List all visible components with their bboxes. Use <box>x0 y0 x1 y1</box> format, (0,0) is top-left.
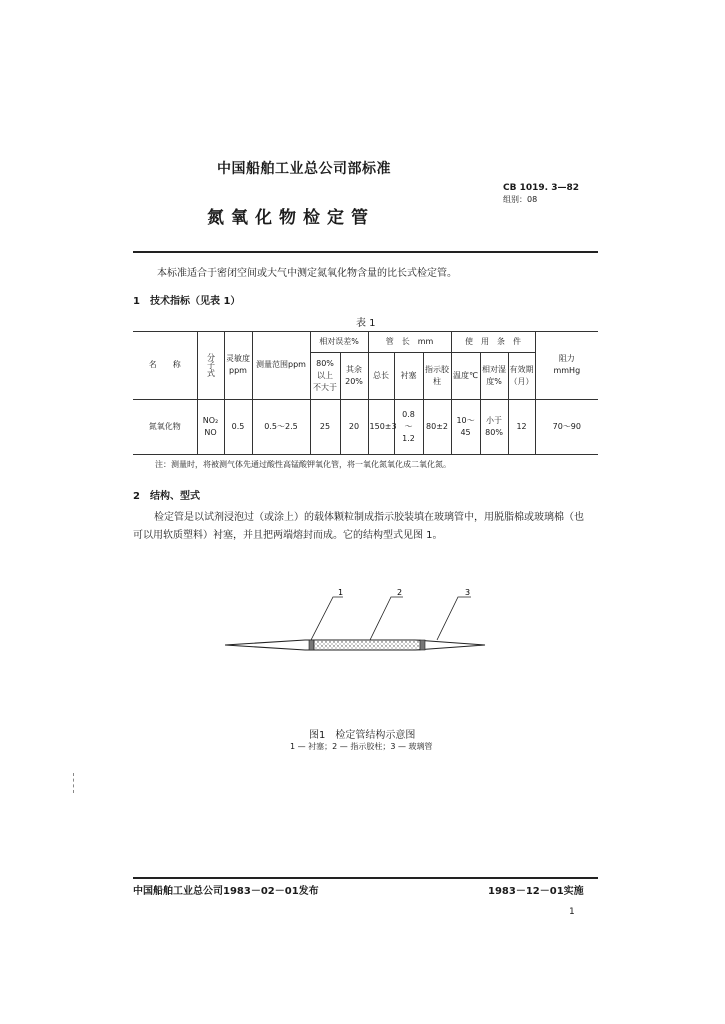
leader-line-1 <box>311 597 343 640</box>
indicator-gel-column <box>314 640 420 650</box>
section-1-heading: 1 技术指标（见表 1） <box>133 296 241 307</box>
section-2-paragraph-line2: 可以用软质塑料）衬塞，并且把两端熔封而成。它的结构型式见图 1。 <box>133 530 443 541</box>
table-caption: 表 1 <box>356 318 376 329</box>
th-error-rest-line1: 其余 <box>346 364 362 374</box>
spec-table <box>133 331 598 455</box>
cell-name: 氮氧化物 <box>133 399 197 454</box>
th-error-80 <box>310 353 340 399</box>
cell-plug-line2: ～ <box>404 421 413 431</box>
th-error-rest <box>340 353 368 399</box>
cell-resistance: 70～90 <box>535 399 598 454</box>
th-relative-error: 相对误差% <box>310 332 368 353</box>
cell-formula <box>197 399 224 454</box>
cell-humidity-line1: 小于 <box>486 415 503 425</box>
th-error-rest-line2: 20% <box>345 376 363 386</box>
cell-error-rest: 20 <box>340 399 368 454</box>
th-temperature: 温度℃ <box>451 353 480 399</box>
th-formula: 分子式 <box>197 332 224 400</box>
cell-range: 0.5～2.5 <box>252 399 310 454</box>
header-rule <box>133 251 598 253</box>
standard-code: CB 1019. 3—82 <box>503 183 579 193</box>
plug-left <box>309 640 314 650</box>
effective-date: 1983－12－01实施 <box>488 886 584 897</box>
category-code: 组别：08 <box>503 195 538 204</box>
cell-sensitivity: 0.5 <box>224 399 252 454</box>
table-row <box>133 399 598 454</box>
th-total-length: 总长 <box>368 353 394 399</box>
cell-temperature: 10～45 <box>451 399 480 454</box>
document-title: 氮氧化物检定管 <box>207 208 375 228</box>
scope-paragraph: 本标准适合于密闭空间或大气中测定氮氧化物含量的比长式检定管。 <box>157 268 457 279</box>
th-resistance-label: 阻力 <box>558 354 575 364</box>
th-humidity: 相对湿度% <box>480 353 508 399</box>
section-2-heading: 2 结构、型式 <box>133 491 200 502</box>
figure-label-3: 3 <box>465 588 471 597</box>
th-sensitivity: 灵敏度ppm <box>224 332 252 400</box>
th-error-80-line2: 以上 <box>317 370 333 380</box>
cell-indicator-gel: 80±2 <box>423 399 451 454</box>
cell-formula-no2: NO₂ <box>202 415 219 425</box>
cell-error-80: 25 <box>310 399 340 454</box>
plug-right <box>420 640 425 650</box>
footer-rule <box>133 877 598 879</box>
th-validity: 有效期（月） <box>508 353 535 399</box>
th-range: 测量范围ppm <box>252 332 310 400</box>
figure-legend: 1 — 衬塞；2 — 指示胶柱；3 — 玻璃管 <box>290 742 433 751</box>
cell-plug-line1: 0.8 <box>402 409 415 419</box>
th-resistance <box>535 332 598 400</box>
leader-line-2 <box>370 597 403 640</box>
cell-total-length: 150±3 <box>368 399 394 454</box>
issuing-organization: 中国船舶工业总公司部标准 <box>217 161 391 177</box>
th-indicator-gel: 指示胶柱 <box>423 353 451 399</box>
th-error-80-line3: 不大于 <box>313 382 337 392</box>
figure-label-1: 1 <box>338 588 344 597</box>
page-number: 1 <box>569 907 575 917</box>
th-conditions: 使 用 条 件 <box>451 332 535 353</box>
th-name: 名 称 <box>133 332 197 400</box>
figure-label-2: 2 <box>397 588 403 597</box>
cell-humidity-line2: 80% <box>485 427 503 437</box>
issue-date: 中国船舶工业总公司1983－02－01发布 <box>133 886 319 897</box>
cell-plug <box>394 399 423 454</box>
section-2-paragraph-line1: 检定管是以试剂浸泡过（或涂上）的载体颗粒制成指示胶装填在玻璃管中，用脱脂棉或玻璃棉（也 <box>154 512 584 523</box>
leader-line-3 <box>437 597 471 640</box>
cell-formula-no: NO <box>204 427 217 437</box>
th-tube-length: 管 长 mm <box>368 332 451 353</box>
tube-diagram <box>225 585 505 665</box>
cell-validity: 12 <box>508 399 535 454</box>
scan-mark <box>73 773 75 793</box>
table-note: 注：测量时，将被测气体先通过酸性高锰酸钾氧化管，将一氧化氮氧化成二氧化氮。 <box>155 460 451 469</box>
cell-humidity <box>480 399 508 454</box>
th-error-80-line1: 80% <box>316 358 334 368</box>
figure-caption: 图1 检定管结构示意图 <box>309 730 416 741</box>
th-plug: 衬塞 <box>394 353 423 399</box>
cell-plug-line3: 1.2 <box>402 433 415 443</box>
th-resistance-unit: mmHg <box>553 366 581 376</box>
